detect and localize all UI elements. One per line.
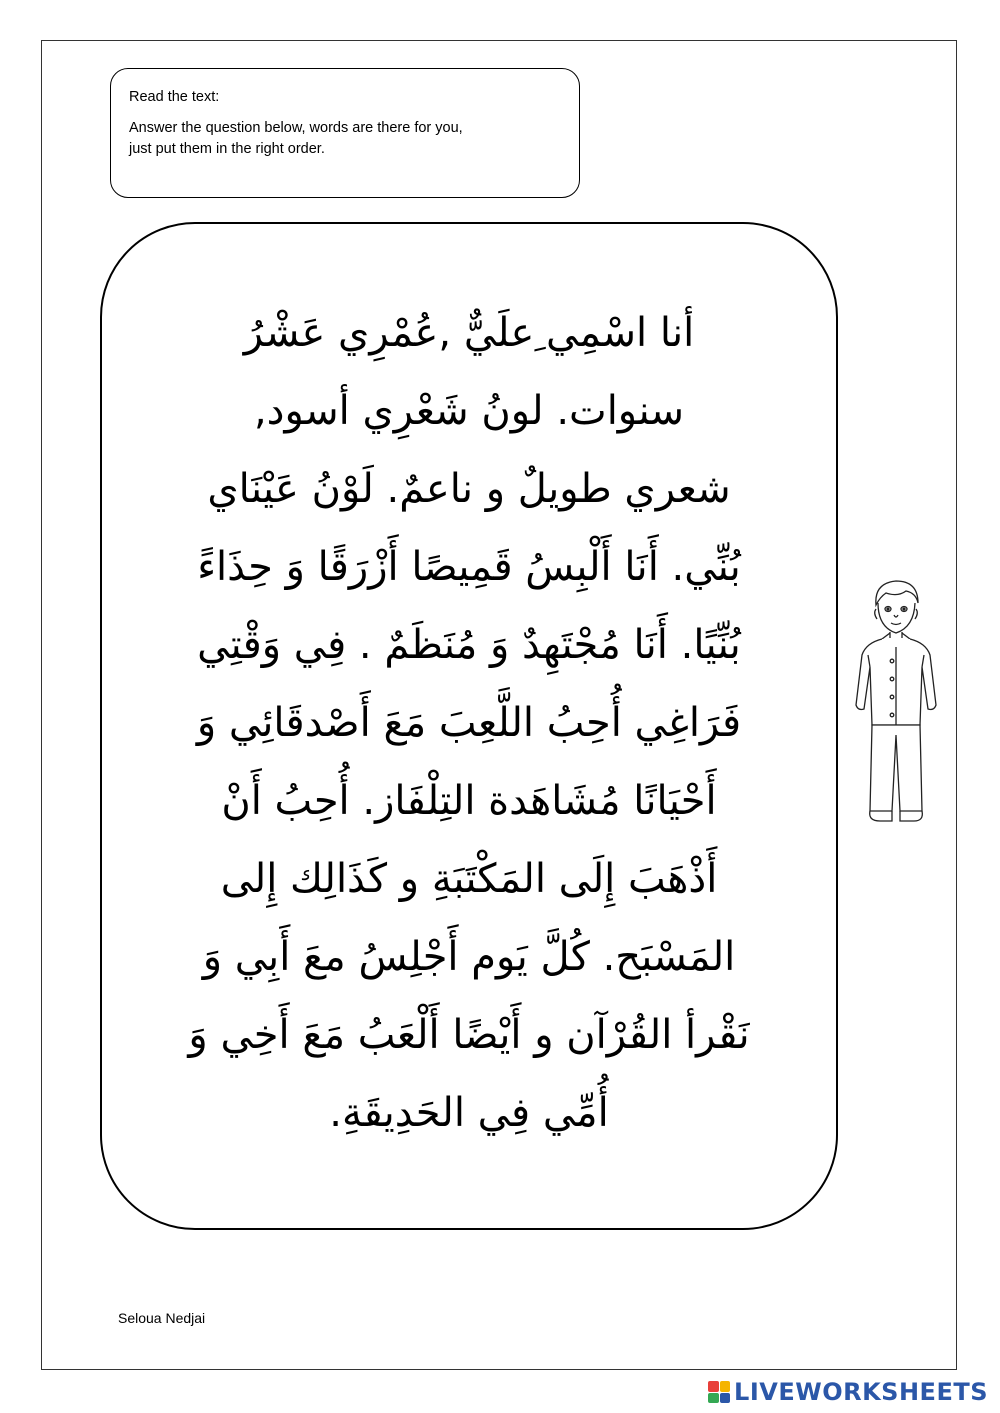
author-name: Seloua Nedjai	[118, 1310, 206, 1326]
liveworksheets-logo-icon	[708, 1381, 730, 1403]
passage-line: بُنِّي. أَنَا أَلْبِسُ قَمِيصًا أَزْرَقًا وَ حِذَاءً	[197, 544, 741, 590]
boy-standing-icon	[846, 575, 946, 830]
instructions-text-line-2: just put them in the right order.	[129, 141, 325, 158]
liveworksheets-brand[interactable]	[708, 1378, 988, 1406]
passage-line: سنوات. لونُ شَعْرِي أسود,	[253, 388, 685, 434]
passage-line: أُمِّي فِي الحَدِيقَةِ.	[329, 1090, 609, 1136]
reading-passage-box	[100, 222, 838, 1230]
reading-passage	[102, 294, 836, 1152]
passage-line: أَذْهَبَ إِلَى المَكْتَبَةِ و كَذَالِك إِلى	[220, 856, 718, 902]
passage-line: المَسْبَح. كُلَّ يَوم أَجْلِسُ معَ أَبِي وَ	[202, 934, 736, 980]
passage-line: أنا اسْمِي ِعلَيٌّ ,عُمْرِي عَشْرُ	[243, 310, 695, 356]
passage-line: شعري طويلٌ و ناعمٌ. لَوْنُ عَيْنَاي	[207, 466, 731, 512]
brand-name: LIVEWORKSHEETS	[734, 1378, 988, 1406]
passage-line: بُنِّيًا. أَنَا مُجْتَهِدٌ وَ مُنَظَمٌ . فِي وَقْتِي	[197, 622, 741, 668]
passage-line: نَقْرأ القُرْآن و أَيْضًا أَلْعَبُ مَعَ أَخِي وَ	[188, 1012, 750, 1058]
passage-line: فَرَاغِي أُحِبُ اللَّعِبَ مَعَ أَصْدقَائِي وَ	[196, 700, 742, 746]
instructions-box	[110, 68, 580, 198]
instructions-title: Read the text:	[129, 89, 220, 105]
passage-line: أَحْيَانًا مُشَاهَدة التِلْفَاز. أُحِبُ أَنْ	[221, 778, 717, 824]
instructions-text	[129, 118, 561, 160]
instructions-text-line-1: Answer the question below, words are there for you,	[129, 120, 463, 137]
